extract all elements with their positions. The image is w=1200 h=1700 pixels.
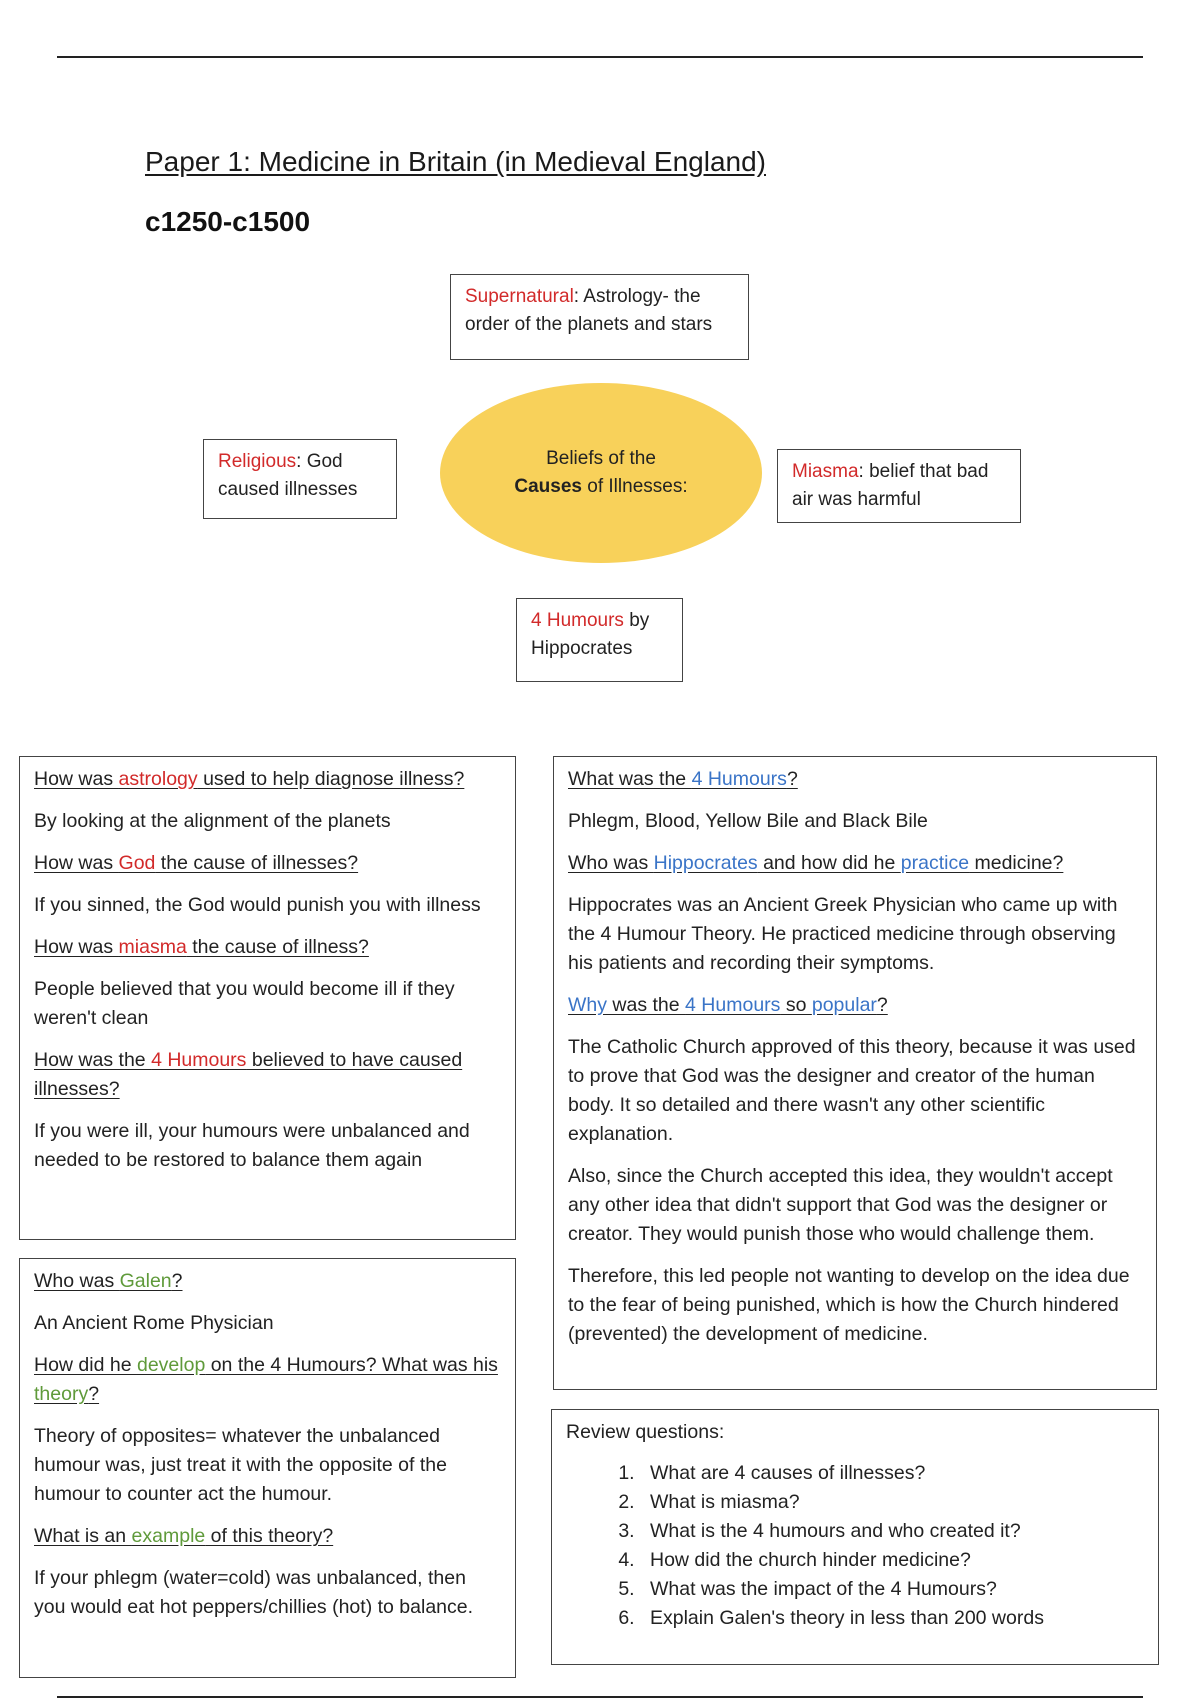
supernatural-text: : Astrology- the order of the planets and stars <box>465 286 713 335</box>
page-title: Paper 1: Medicine in Britain (in Medieval England) <box>145 146 766 177</box>
answer-hindered: Therefore, this led people not wanting to develop on the idea due to the fear of being punished, which is how the Church hindered (prevented) the development of medicine. <box>568 1265 1130 1345</box>
answer-example: If your phlegm (water=cold) was unbalanced, then you would eat hot peppers/chillies (hot) to balance. <box>34 1567 474 1618</box>
supernatural-box <box>450 274 749 360</box>
question-galen-theory: How did he develop on the 4 Humours? What was his theory? <box>34 1354 498 1405</box>
answer-galen: An Ancient Rome Physician <box>34 1312 274 1334</box>
answer-humours: If you were ill, your humours were unbalanced and needed to be restored to balance them again <box>34 1120 470 1171</box>
review-item: 1. What are 4 causes of illnesses? <box>640 1459 1144 1488</box>
humours-box <box>516 598 683 682</box>
oval-line1: Beliefs of the <box>546 448 656 469</box>
humours-text: by Hippocrates <box>531 610 650 659</box>
question-4-humours: What was the 4 Humours? <box>568 768 798 790</box>
review-item: 6. Explain Galen's theory in less than 200 words <box>640 1604 1144 1633</box>
answer-god: If you sinned, the God would punish you with illness <box>34 894 481 916</box>
galen-qa-box <box>19 1258 516 1678</box>
question-miasma: How was miasma the cause of illness? <box>34 936 369 958</box>
review-list <box>566 1459 1144 1633</box>
oval-rest: of Illnesses: <box>582 476 688 497</box>
answer-miasma: People believed that you would become ill if they weren't clean <box>34 978 455 1029</box>
review-item: 5. What was the impact of the 4 Humours? <box>640 1575 1144 1604</box>
oval-bold: Causes <box>514 476 582 497</box>
humours-key: 4 Humours <box>531 610 624 631</box>
causes-qa-box <box>19 756 516 1240</box>
review-item: 3. What is the 4 humours and who created it? <box>640 1517 1144 1546</box>
answer-astrology: By looking at the alignment of the planets <box>34 810 391 832</box>
question-humours: How was the 4 Humours believed to have caused illnesses? <box>34 1049 463 1100</box>
answer-galen-theory: Theory of opposites= whatever the unbalanced humour was, just treat it with the opposite of the humour to counter act the humour. <box>34 1425 447 1505</box>
review-heading: Review questions: <box>566 1421 725 1443</box>
answer-church: Also, since the Church accepted this idea, they wouldn't accept any other idea that didn't support that God was the designer or creator. They would punish those who would challenge them. <box>568 1165 1113 1245</box>
religious-key: Religious <box>218 451 297 472</box>
review-item: 4. How did the church hinder medicine? <box>640 1546 1144 1575</box>
religious-text: : God caused illnesses <box>218 451 358 500</box>
answer-popular: The Catholic Church approved of this theory, because it was used to prove that God was the designer and creator of the human body. It so detailed and there wasn't any other scientific explanation. <box>568 1036 1136 1145</box>
top-rule <box>57 56 1143 58</box>
humours-qa-box <box>553 756 1157 1390</box>
miasma-key: Miasma <box>792 461 859 482</box>
question-astrology: How was astrology used to help diagnose illness? <box>34 768 465 790</box>
answer-hippocrates: Hippocrates was an Ancient Greek Physician who came up with the 4 Humour Theory. He practiced medicine through observing his patients and recording their symptoms. <box>568 894 1118 974</box>
period-heading: c1250-c1500 <box>145 206 311 237</box>
question-galen: Who was Galen? <box>34 1270 183 1292</box>
question-example: What is an example of this theory? <box>34 1525 334 1547</box>
review-box <box>551 1409 1159 1665</box>
religious-box <box>203 439 397 519</box>
review-item: 2. What is miasma? <box>640 1488 1144 1517</box>
causes-oval <box>440 383 762 563</box>
miasma-box <box>777 449 1021 523</box>
bottom-rule <box>57 1696 1143 1698</box>
supernatural-key: Supernatural <box>465 286 574 307</box>
question-popular: Why was the 4 Humours so popular? <box>568 994 888 1016</box>
question-god: How was God the cause of illnesses? <box>34 852 359 874</box>
answer-4-humours: Phlegm, Blood, Yellow Bile and Black Bile <box>568 810 928 832</box>
miasma-text: : belief that bad air was harmful <box>792 461 989 510</box>
question-hippocrates: Who was Hippocrates and how did he practice medicine? <box>568 852 1064 874</box>
